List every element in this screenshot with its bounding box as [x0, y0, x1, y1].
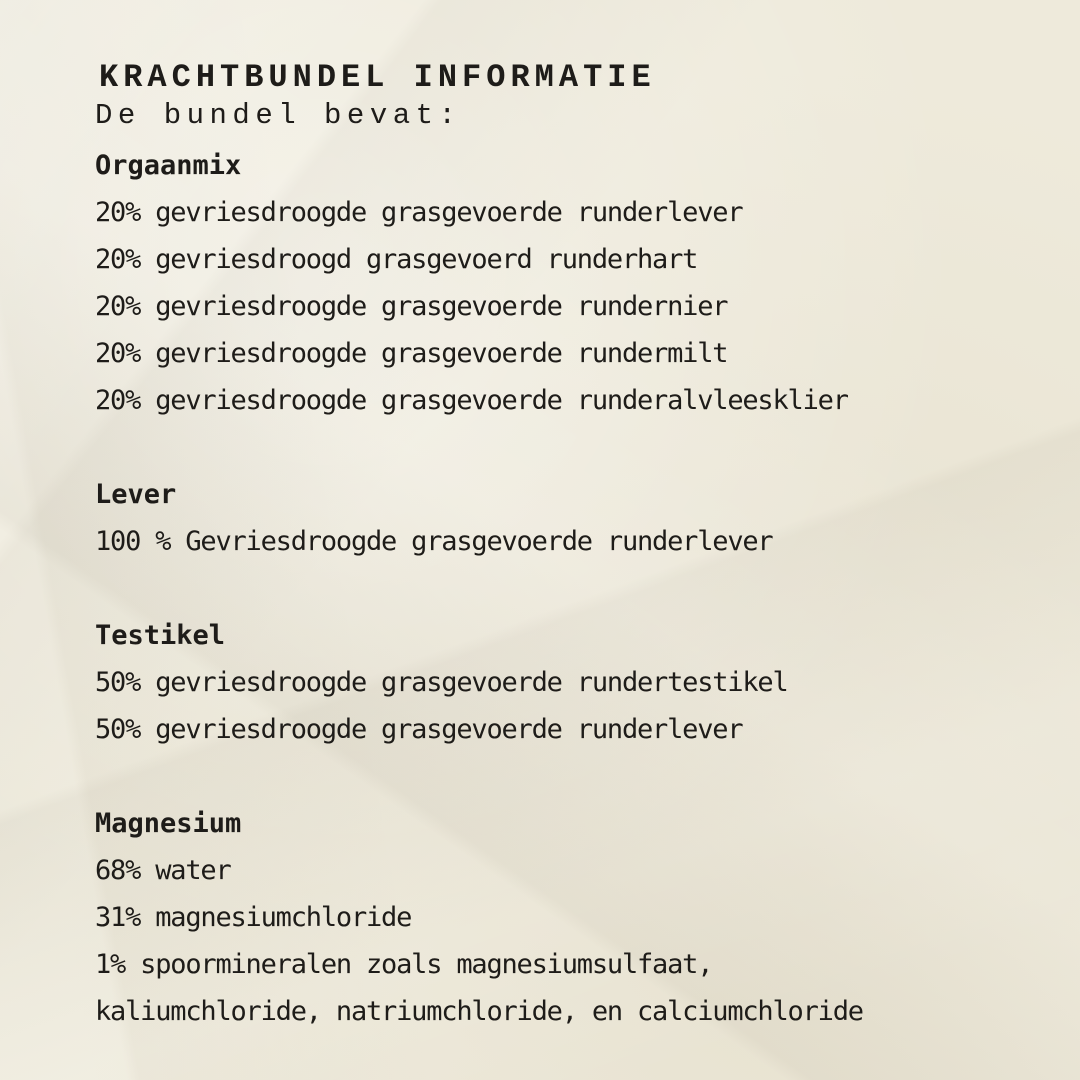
section-heading-lever: Lever — [95, 479, 177, 510]
section-orgaanmix — [95, 142, 1035, 424]
section-heading-testikel: Testikel — [95, 620, 226, 651]
page-title: KRACHTBUNDEL INFORMATIE — [99, 59, 656, 96]
ingredient-line: kaliumchloride, natriumchloride, en calciumchloride — [95, 996, 863, 1027]
ingredient-line: 100 % Gevriesdroogde grasgevoerde runderlever — [95, 526, 773, 557]
section-heading-orgaanmix: Orgaanmix — [95, 150, 242, 181]
ingredient-line: 50% gevriesdroogde grasgevoerde runderlever — [95, 714, 743, 745]
ingredient-line: 50% gevriesdroogde grasgevoerde rundertestikel — [95, 667, 788, 698]
info-sheet — [95, 58, 1035, 1035]
ingredient-line: 1% spoormineralen zoals magnesiumsulfaat, — [95, 949, 713, 980]
section-lever — [95, 471, 1035, 565]
ingredient-line: 68% water — [95, 855, 231, 886]
ingredient-line: 20% gevriesdroogde grasgevoerde runderlever — [95, 197, 743, 228]
section-magnesium — [95, 800, 1035, 1035]
section-testikel — [95, 612, 1035, 753]
ingredient-line: 20% gevriesdroogd grasgevoerd runderhart — [95, 244, 698, 275]
ingredient-line: 20% gevriesdroogde grasgevoerde rundermilt — [95, 338, 728, 369]
ingredient-line: 20% gevriesdroogde grasgevoerde rundernier — [95, 291, 728, 322]
section-heading-magnesium: Magnesium — [95, 808, 242, 839]
ingredient-line: 20% gevriesdroogde grasgevoerde runderalvleesklier — [95, 385, 848, 416]
page-subtitle: De bundel bevat: — [95, 99, 462, 132]
ingredient-line: 31% magnesiumchloride — [95, 902, 412, 933]
